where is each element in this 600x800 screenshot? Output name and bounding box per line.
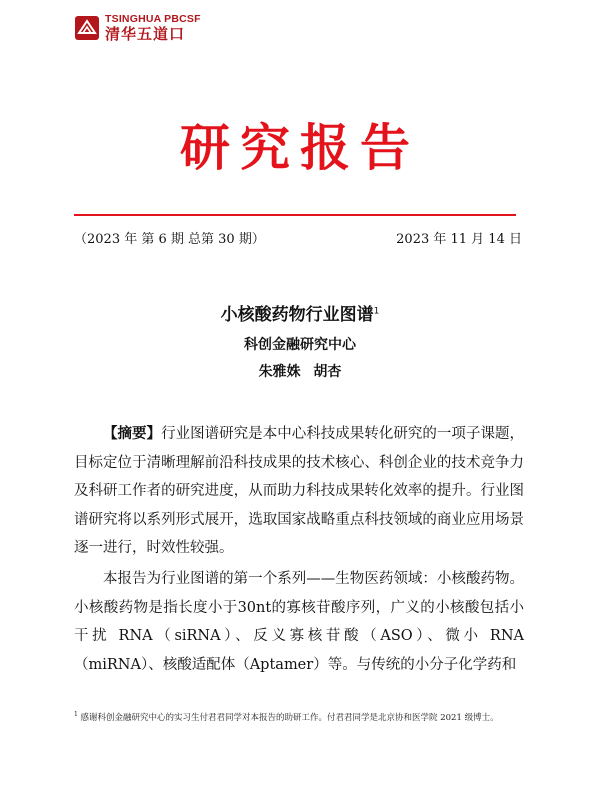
article-title-text: 小核酸药物行业图谱 <box>220 305 374 325</box>
logo-english-text: TSINGHUA PBCSF <box>105 12 201 25</box>
organization: 科创金融研究中心 <box>244 337 356 353</box>
footnote-mark: 1 <box>74 711 78 718</box>
abstract-label: 【摘要】 <box>103 426 162 442</box>
tsinghua-pbcsf-logo-icon <box>74 15 100 41</box>
abstract-paragraph <box>74 420 524 563</box>
report-title: 研究报告 <box>180 118 420 177</box>
footnote-text: 感谢科创金融研究中心的实习生付君君同学对本报告的助研工作。付君君同学是北京协和医学院 2021 级博士。 <box>80 712 499 723</box>
abstract-text: 行业图谱研究是本中心科技成果转化研究的一项子课题，目标定位于清晰理解前沿科技成果的技术核心、科创企业的技术竞争力及科研工作者的研究进度，从而助力科技成果转化效率的提升。行业图谱研究将以系列形式展开，选取国家战略重点科技领域的商业应用场景逐一进行，时效性较强。 <box>74 426 525 556</box>
logo <box>74 12 201 44</box>
logo-chinese-text: 清华五道口 <box>105 25 186 44</box>
body-paragraph: 本报告为行业图谱的第一个系列——生物医药领域：小核酸药物。小核酸药物是指长度小于30nt的寡核苷酸序列，广义的小核酸包括小干扰 RNA（siRNA）、反义寡核苷酸（ASO）、微小 RNA（miRNA）、核酸适配体（Aptamer）等。与传统的小分子化学药和 <box>74 571 524 673</box>
header-divider <box>74 214 516 216</box>
issue-number: （2023 年 第 6 期 总第 30 期） <box>74 232 265 247</box>
article-title <box>0 300 600 325</box>
publication-date: 2023 年 11 月 14 日 <box>396 232 522 247</box>
authors: 朱雅姝 胡杏 <box>258 364 342 380</box>
title-footnote-mark: 1 <box>373 306 380 317</box>
footnote <box>74 708 526 725</box>
